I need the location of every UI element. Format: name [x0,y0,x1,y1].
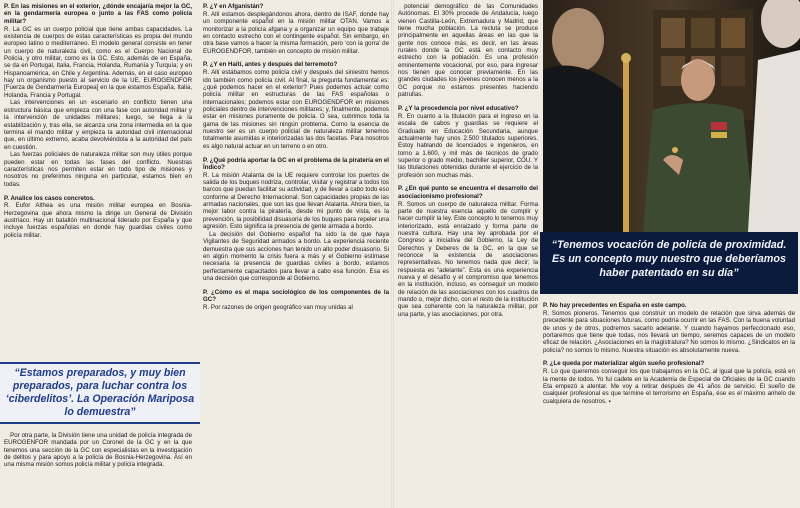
interview-answer: R. La GC es un cuerpo policial que tiene ambas capacidades. La existencia de cuerpos de estas características es propia del mundo europeo latino o mediterráneo. El modelo general consiste en tener un cuerpo de naturaleza civil, como es el Cuerpo Nacional de Policía, y otro militar, como es la GC. Esto, además de en España, se da en Portugal, Italia, Francia, Holanda, Rumanía y Turquía; y en Hispanoamérica, en Chile y Argentina. Además, en el caso europeo hay un organismo puesto al servicio de la UE, EUROGENDFOR [Fuerza de Gendarmería Europea] en la que estamos España, Italia, Holanda, Francia y Portugal. [4,25,192,99]
pull-quote-proximidad: “Tenemos vocación de policía de proximidad. Es un concepto muy nuestro que deberíamos haber patentado en su día” [540,232,798,294]
interview-question: P. ¿Y la procedencia por nivel educativo? [398,104,519,112]
column-1 [4,3,192,363]
interview-question: P. ¿En qué punto se encuentra el desarrollo del asociacionismo profesional? [398,185,538,200]
interview-answer: R. Allí estábamos como policía civil y después del siniestro hemos ido también como policía civil. Al final, la pregunta fundamental es: ¿qué podemos hacer en el exterior? Pues podemos actuar como policía militar en estructuras de las FAS españolas o internacionales; podemos estar con EUROGENDFOR en misiones policiales dentro de intervenciones militares; y, finalmente, podemos estar en misiones puramente de policía. O sea, cubrimos toda la gama de las misiones sin ningún problema. Como la esencia de nuestro ser es un cuerpo policial de naturaleza militar tenemos totalmente asumidas e interiorizadas las dos facetas. Para nosotros es algo natural actuar en un terreno o en otro. [203,69,389,150]
interview-photo [543,0,800,232]
interview-question: P. ¿Qué podría aportar la GC en el problema de la piratería en el Índico? [203,156,389,171]
interview-answer: R. Somos un cuerpo de naturaleza militar. Forma parte de nuestra esencia aquello de cumplir y hacer cumplir la ley. Este concepto lo tenemos muy interiorizado, está enraizado y forma parte de nuestra cultura. Hay una ley aprobada por el Congreso a iniciativa del Gobierno, la Ley de Derechos y Deberes de la GC, en la que se reconoce la existencia de asociaciones representativas. No tenemos nada que decir; la respuesta es “adelante”. Esta es una experiencia nueva y el desafío y el compromiso que tenemos en la institución, incluso, es conseguir un modelo de relación de las asociaciones con los cuadros de mando o, mejor dicho, con el resto de la institución que sea coherente con la naturaleza militar, por una parte, y las asociaciones, por otra. [398,200,538,318]
interview-question: P. En las misiones en el exterior, ¿dónde encajaría mejor la GC, en la gendarmería europea o junto a las FAS como policía militar? [4,3,192,25]
answer-paragraph: Por otra parte, la División tiene una unidad de policía integrada de EUROGENFOR mandada por un Coronel de la GC y en la que tenemos una sección de la GC con especialistas en la investigación de delitos y para apoyo a la policía de Bosnia-Herzegovina. Así en una misma misión somos policía militar y policía integrada. [4,432,192,469]
interview-question: P. No hay precedentes en España en este campo. [543,302,687,309]
answer-paragraph: potencial demográfico de las Comunidades Autónomas. El 30% procede de Andalucía, luego vienen Castilla-León, Extremadura y Madrid, que tiene mucha población. La recluta se produce principalmente en aquellas áreas en las que la gente nos conoce más, es decir, en las áreas rurales donde la GC está en contacto muy estrecho con la población. Es una profesión eminentemente vocacional, por eso, para ingresar nos tienen que conocer previamente. En las grandes ciudades los jóvenes conocen menos a la GC porque no estamos presentes haciendo patrullas. [398,3,538,99]
interview-answer: R. Somos pioneros. Tenemos que construir un modelo de relación que sirva además de precedente para situaciones futuras, como podría ocurrir en las FAS. Con la buena voluntad de unos y de otros, podremos sacarlo adelante. Y cuando hayamos perfeccionado eso, portaremos que tiene que todas, nos llevará un tiempo, seremos capaces de un modelo eficaz de relación. ¿Asociaciones en la magistratura? No somos lo mismo. ¿Sindicatos en la policía? no somos lo mismo. Nuestra situación es absolutamente nueva. [543,309,795,354]
interview-answer: R. En cuanto a la titulación para el ingreso en la escala de cabos y guardias se requiere el Graduado en Educación Secundaria, aunque actualmente hay unos 2.500 titulados superiores. Estoy hablando de licenciados e ingenieros, en torno a 1.600, y mil más de técnicos de grado superior o grado medio, bachiller superior, COU. Y las titulaciones obtenidas durante el ejercicio de la profesión son muchas más. [398,112,538,179]
answer-paragraph: Las fuerzas policiales de naturaleza militar son muy útiles porque pueden estar en todas las fases del conflicto. Nuestras características nos permiten estar en todo tipo de misiones y nosotros no preferimos ninguna en particular, estamos bien en todas. [4,151,192,188]
column-1-continued [4,432,192,506]
interview-question: P. Analice los casos concretos. [4,194,95,202]
interview-answer: R. Lo que queremos conseguir los que trabajamos en la GC, al igual que la policía, está en la mente de todos. Yo fui cadete en la Academia de Especial de Oficiales de la GC cuando Eta empezó a atentar. Me voy a retirar después de 41 años de servicio. El sueño de cualquier profesional es que termine el terrorismo en España, ése es el máximo anhelo de cualquiera de nosotros. ▪ [543,368,795,405]
interview-question: P. ¿Y en Afganistán? [203,3,264,10]
interview-answer: R. Eufor Althea es una misión militar europea en Bosnia-Herzegovina que ahora mismo la dirige un General de División austríaco. Hay un batallón multinacional liderado por España y que incluye fuerzas españolas en donde hay guardias civiles como policía militar. [4,202,192,239]
pull-quote-ciberdelitos: “Estamos preparados, y muy bien preparados, para luchar contra los ‘ciberdelitos’. La Operación Mariposa lo demuestra” [0,362,200,424]
interview-answer: R. Allí estamos desplegándonos ahora, dentro de ISAF, donde hay un componente español en la misión militar OTAN. Vamos a monitorizar a la policía afgana y a organizar un equipo que trabaje en contacto estrecho con el contingente español. Sin embargo, en otra base vamos a hacer la misma formación, pero ‘con la gorra’ de EUROGENDFOR, también en concepto de misión militar. [203,10,389,55]
page-fold [391,0,394,508]
answer-paragraph: La decisión del Gobierno español ha sido la de que haya Vigilantes de Seguridad armados a bordo. La experiencia reciente demuestra que sus acciones han tenido un alto poder disuasorio. Si en algún momento la crisis fuera a más y el Gobierno estimase necesaria la presencia de guardias civiles a bordo, estamos perfectamente capacitados para llevar a cabo esa función. Esa es una decisión que corresponde al Gobierno. [203,230,389,283]
column-2 [203,3,389,506]
interview-question: P. ¿Cómo es el mapa sociológico de los componentes de la GC? [203,288,389,304]
interview-answer: R. La misión Atalanta de la UE requiere controlar los puertos de salida de los buques nodriza, controlar, visitar y registrar a todos los barcos que puedan facilitar su actividad, y de llevar a cabo todo eso conforme al Derecho Internacional. Son capacidades propias de las armadas nacionales, que son las que llevan Atalanta. Ahora bien, la mejor labor contra la piratería, desde mi punto de vista, es la prevención, la posibilidad disuasoria de los buques para repeler una agresión. Esto significa la presencia de gente armada a bordo. [203,171,389,231]
column-3 [398,3,538,318]
column-4 [543,302,795,505]
interview-question: P. ¿Le queda por materializar algún sueño profesional? [543,360,705,368]
answer-paragraph: Las intervenciones en un escenario en conflicto tienen una estructura básica que empieza con una fase con autoridad militar y la intervención de unidades militares; luego, se llega a la estabilización y, tras ella, se alcanza una zona intermedia en la que termina el mando militar y empieza la autoridad civil internacional que, en último extremo, acaba devolviéndola a la autoridad del país en cuestión. [4,99,192,151]
interview-answer: R. Por razones de origen geográfico van muy unidas al [203,304,353,312]
interview-question: P. ¿Y en Haití, antes y después del terremoto? [203,61,338,69]
